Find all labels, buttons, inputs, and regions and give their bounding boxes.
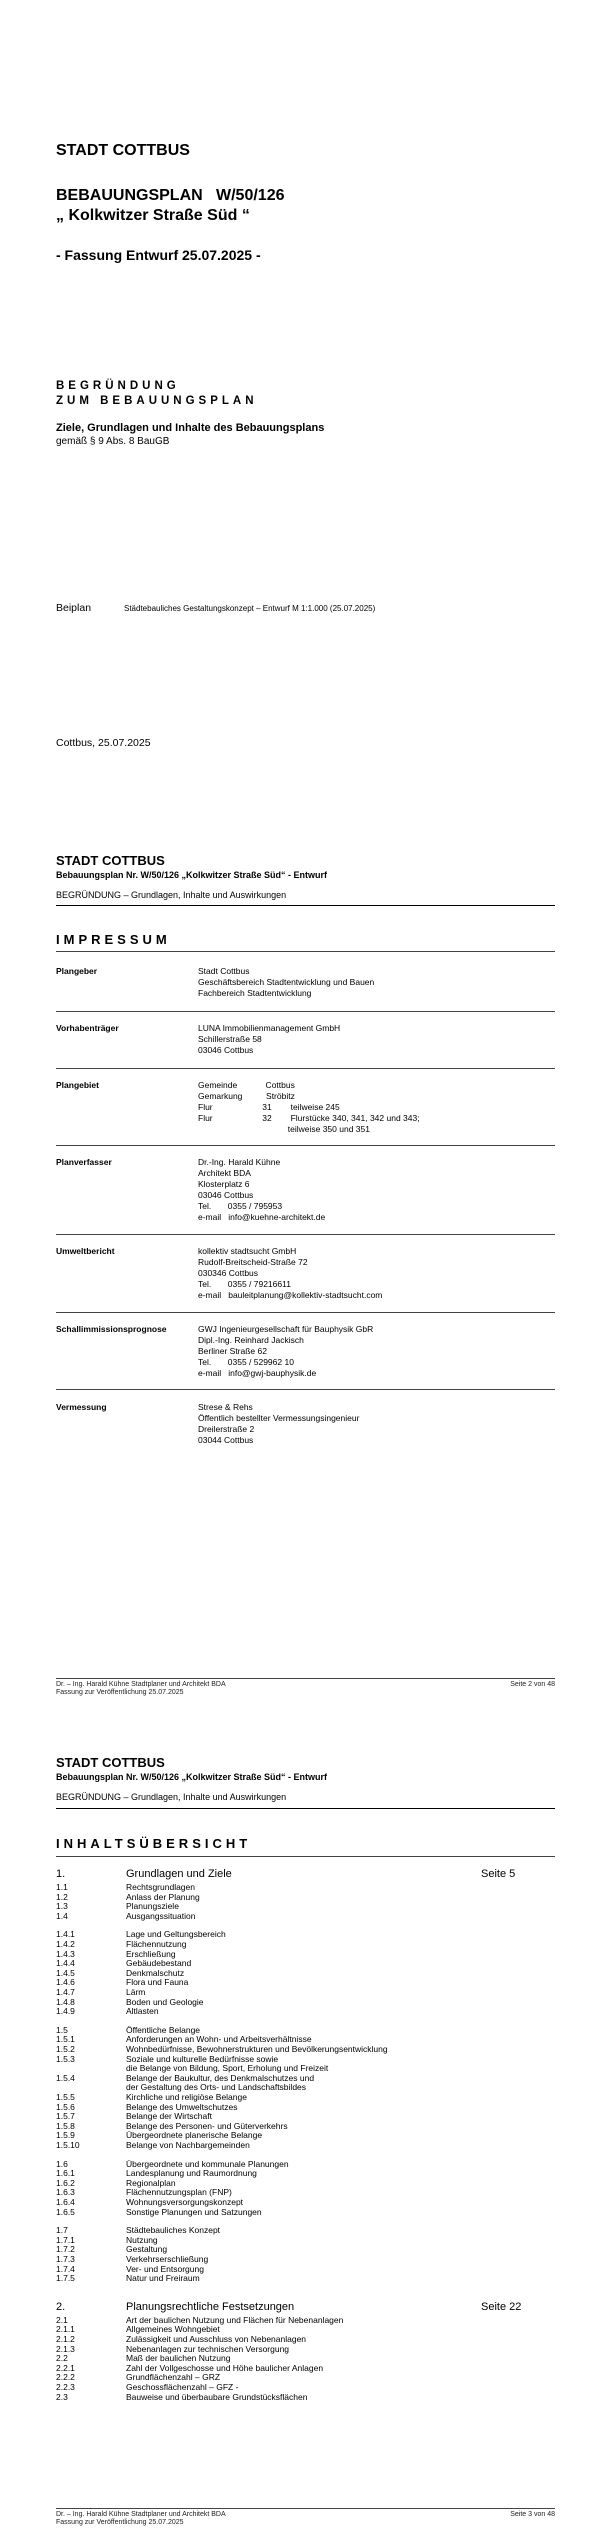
page2-city: STADT COTTBUS bbox=[56, 853, 165, 868]
toc-number: 1.4.1 bbox=[56, 1929, 75, 1940]
impressum-text-schall: GWJ Ingenieurgesellschaft für Bauphysik GbR Dipl.-Ing. Reinhard Jackisch Berliner Straße 62 Tel. 0355 / 529962 10 e-mail info@gwj-bauphysik.de bbox=[198, 1324, 374, 1378]
impressum-label-schall: Schallimmissionsprognose bbox=[56, 1324, 167, 1334]
impressum-text-vermessung: Strese & Rehs Öffentlich bestellter Vermessungsingenieur Dreilerstraße 2 03044 Cottbus bbox=[198, 1402, 360, 1445]
toc-title-text: Art der baulichen Nutzung und Flächen für Nebenanlagen bbox=[126, 2314, 344, 2325]
toc-title-text: der Gestaltung des Orts- und Landschaftsbildes bbox=[126, 2082, 307, 2093]
cover-place-date: Cottbus, 25.07.2025 bbox=[56, 737, 151, 749]
toc-number: 1.5.6 bbox=[56, 2101, 75, 2112]
page2-footer-version: Fassung zur Veröffentlichung 25.07.2025 bbox=[56, 1689, 184, 1696]
toc-number: 2.2.2 bbox=[56, 2372, 75, 2383]
toc-title-text: Planungsziele bbox=[126, 1901, 179, 1912]
toc-entry bbox=[56, 2315, 556, 2325]
impressum-text-plangebiet: Gemeinde Cottbus Gemarkung Ströbitz Flur 31 teilweise 245 Flur 32 Flurstücke 340, 341, 342 und 343; teilweise 350 und 351 bbox=[198, 1080, 420, 1134]
toc-title-text: Öffentliche Belange bbox=[126, 2024, 201, 2035]
page3-footer-version: Fassung zur Veröffentlichung 25.07.2025 bbox=[56, 2519, 184, 2526]
impressum-text-vorhabentraeger: LUNA Immobilienmanagement GmbH Schillerstraße 58 03046 Cottbus bbox=[198, 1023, 341, 1055]
toc-number: 1.1 bbox=[56, 1882, 68, 1892]
toc-entry bbox=[56, 2363, 556, 2373]
cover-subtitle: Ziele, Grundlagen und Inhalte des Bebauungsplans bbox=[56, 422, 325, 434]
toc-title-text: Regionalplan bbox=[126, 2177, 176, 2188]
toc-entry bbox=[56, 2254, 556, 2264]
toc-title-text: Belange der Wirtschaft bbox=[126, 2111, 212, 2122]
toc-number: 1.6.2 bbox=[56, 2177, 75, 2188]
toc-number: 1.4 bbox=[56, 1910, 68, 1921]
toc-entry bbox=[56, 2130, 556, 2140]
impressum-label-planverfasser: Planverfasser bbox=[56, 1157, 112, 1167]
toc-title-text: Übergeordnete planerische Belange bbox=[126, 2130, 263, 2141]
toc-number: 1.4.8 bbox=[56, 1996, 75, 2007]
toc-title-text: Allgemeines Wohngebiet bbox=[126, 2324, 220, 2335]
toc-title-text: Erschließung bbox=[126, 1948, 176, 1959]
toc-number: 1.7 bbox=[56, 2225, 68, 2236]
toc-number: 1.4.2 bbox=[56, 1939, 75, 1949]
toc-entry bbox=[56, 1929, 556, 1939]
toc-title-text: Wohnungsversorgungskonzept bbox=[126, 2197, 244, 2207]
page2-footer-page-number: Seite 2 von 48 bbox=[510, 1681, 555, 1688]
toc-title-text: Übergeordnete und kommunale Planungen bbox=[126, 2158, 289, 2169]
toc-title-text: Belange des Personen- und Güterverkehrs bbox=[126, 2120, 288, 2131]
impressum-label-vorhabentraeger: Vorhabenträger bbox=[56, 1023, 119, 1033]
toc-title-text: Lage und Geltungsbereich bbox=[126, 1929, 226, 1940]
toc-number: 2.2.3 bbox=[56, 2382, 75, 2392]
toc-number: 1.6.3 bbox=[56, 2187, 75, 2198]
page2-doc-subtitle: BEGRÜNDUNG – Grundlagen, Inhalte und Auswirkungen bbox=[56, 890, 287, 900]
toc-title-text: Landesplanung und Raumordnung bbox=[126, 2168, 257, 2179]
toc-title-text: Bauweise und überbaubare Grundstücksflächen bbox=[126, 2391, 308, 2402]
toc-title-text: Belange des Umweltschutzes bbox=[126, 2101, 238, 2112]
toc-title-text: Zahl der Vollgeschosse und Höhe baulicher Anlagen bbox=[126, 2362, 324, 2373]
toc-number: 1.2 bbox=[56, 1891, 68, 1902]
toc-title-text: Altlasten bbox=[126, 2006, 159, 2017]
toc-number: 1.5.4 bbox=[56, 2072, 75, 2083]
toc-number: 1.5.7 bbox=[56, 2111, 75, 2122]
toc-number: 2.1.3 bbox=[56, 2343, 75, 2354]
toc-title-text: Flächennutzungsplan (FNP) bbox=[126, 2187, 232, 2198]
toc-entry bbox=[56, 2054, 556, 2064]
page3-city: STADT COTTBUS bbox=[56, 1755, 165, 1770]
toc-number: 1. bbox=[56, 1868, 66, 1880]
page3-footer-author: Dr. – Ing. Harald Kühne Stadtplaner und Architekt BDA bbox=[56, 2511, 226, 2518]
toc-number: 2.3 bbox=[56, 2391, 68, 2402]
toc-number: 2. bbox=[56, 2300, 66, 2313]
impressum-label-plangeber: Plangeber bbox=[56, 966, 98, 976]
toc-title-text: Maß der baulichen Nutzung bbox=[126, 2353, 231, 2364]
toc-entry bbox=[56, 1882, 556, 1892]
toc-title-text: Nutzung bbox=[126, 2234, 158, 2245]
toc-entry bbox=[56, 1977, 556, 1987]
impressum-divider bbox=[56, 1312, 555, 1313]
toc-entry bbox=[56, 2334, 556, 2344]
toc-entry bbox=[56, 2273, 556, 2283]
toc-number: 1.5.9 bbox=[56, 2130, 75, 2141]
toc-number: 1.4.6 bbox=[56, 1977, 75, 1988]
toc-number: 1.4.9 bbox=[56, 2006, 75, 2017]
cover-heading-1: BEGRÜNDUNG bbox=[56, 380, 180, 392]
toc-title-text: Städtebauliches Konzept bbox=[126, 2225, 221, 2236]
impressum-divider bbox=[56, 1234, 555, 1235]
cover-subtitle-ref: gemäß § 9 Abs. 8 BauGB bbox=[56, 436, 170, 447]
toc-number: 1.5.1 bbox=[56, 2034, 75, 2045]
toc-title-text: Anforderungen an Wohn- und Arbeitsverhältnisse bbox=[126, 2034, 312, 2045]
toc-title-text: Zulässigkeit und Ausschluss von Nebenanlagen bbox=[126, 2334, 307, 2344]
toc-entry bbox=[56, 2187, 556, 2197]
impressum-label-umweltbericht: Umweltbericht bbox=[56, 1246, 115, 1256]
toc-title-text: Verkehrserschließung bbox=[126, 2254, 209, 2264]
toc-entry bbox=[56, 2264, 556, 2274]
toc-title-text: Ausgangssituation bbox=[126, 1910, 196, 1921]
toc-entry bbox=[56, 2207, 556, 2217]
toc-number: 1.3 bbox=[56, 1901, 68, 1912]
toc-number: 1.5.10 bbox=[56, 2140, 80, 2150]
toc-title-text: Ver- und Entsorgung bbox=[126, 2263, 204, 2274]
toc-number: 1.5.3 bbox=[56, 2053, 75, 2064]
page2-doc-title: Bebauungsplan Nr. W/50/126 „Kolkwitzer Straße Süd“ - Entwurf bbox=[56, 870, 328, 880]
page3-doc-title: Bebauungsplan Nr. W/50/126 „Kolkwitzer Straße Süd“ - Entwurf bbox=[56, 1772, 328, 1782]
toc-entry bbox=[56, 1997, 556, 2007]
toc-title-text: Natur und Freiraum bbox=[126, 2273, 200, 2284]
toc-title-text: Grundlagen und Ziele bbox=[126, 1868, 232, 1880]
toc-title: INHALTSÜBERSICHT bbox=[56, 1836, 252, 1851]
toc-entry bbox=[56, 2159, 556, 2169]
toc-title-text: Anlass der Planung bbox=[126, 1891, 200, 1902]
toc-number: 1.6.4 bbox=[56, 2197, 75, 2207]
toc-page: Seite 22 bbox=[481, 2300, 522, 2313]
cover-plan-title: BEBAUUNGSPLAN W/50/126 bbox=[56, 187, 285, 204]
toc-title-rule bbox=[56, 1856, 555, 1857]
toc-entry bbox=[56, 1987, 556, 1997]
toc-chapter bbox=[56, 2301, 556, 2314]
toc-number: 1.4.5 bbox=[56, 1967, 75, 1978]
toc-entry bbox=[56, 2225, 556, 2235]
impressum-text-planverfasser: Dr.-Ing. Harald Kühne Architekt BDA Klosterplatz 6 03046 Cottbus Tel. 0355 / 795953 e-mail info@kuehne-architekt.de bbox=[198, 1157, 326, 1222]
toc-entry bbox=[56, 2382, 556, 2392]
beiplan-label: Beiplan bbox=[56, 602, 92, 614]
impressum-text-plangeber: Stadt Cottbus Geschäftsbereich Stadtentwicklung und Bauen Fachbereich Stadtentwicklung bbox=[198, 966, 375, 998]
impressum-title-rule bbox=[56, 951, 555, 952]
toc-title-text: Rechtsgrundlagen bbox=[126, 1882, 195, 1892]
impressum-title: IMPRESSUM bbox=[56, 932, 171, 947]
page2-header-rule bbox=[56, 905, 555, 906]
toc-entry bbox=[56, 1901, 556, 1911]
toc-entry bbox=[56, 2392, 556, 2402]
toc-entry bbox=[56, 2034, 556, 2044]
impressum-divider bbox=[56, 1068, 555, 1069]
cover-plan-name: „ Kolkwitzer Straße Süd “ bbox=[56, 207, 250, 224]
beiplan-text: Städtebauliches Gestaltungskonzept – Entwurf M 1:1.000 (25.07.2025) bbox=[124, 604, 376, 613]
toc-title-text: die Belange von Bildung, Sport, Erholung und Freizeit bbox=[126, 2063, 329, 2074]
toc-number: 2.1.2 bbox=[56, 2334, 75, 2344]
toc-entry bbox=[56, 2121, 556, 2131]
toc-page: Seite 5 bbox=[481, 1868, 516, 1880]
toc-title-text: Geschossflächenzahl – GFZ - bbox=[126, 2382, 239, 2392]
toc-number: 1.6 bbox=[56, 2158, 68, 2169]
toc-title-text: Belange von Nachbargemeinden bbox=[126, 2140, 250, 2150]
toc-title-text: Boden und Geologie bbox=[126, 1996, 204, 2007]
toc-entry bbox=[56, 2044, 556, 2054]
toc-number: 1.6.1 bbox=[56, 2168, 75, 2179]
toc-entry bbox=[56, 2344, 556, 2354]
toc-entry bbox=[56, 2353, 556, 2363]
toc-number: 1.4.7 bbox=[56, 1987, 75, 1997]
toc-entry bbox=[56, 2178, 556, 2188]
toc-entry bbox=[56, 2197, 556, 2207]
toc-entry bbox=[56, 2111, 556, 2121]
toc-entry bbox=[56, 2025, 556, 2035]
toc-number: 1.6.5 bbox=[56, 2206, 75, 2217]
toc-entry bbox=[56, 1911, 556, 1921]
impressum-label-plangebiet: Plangebiet bbox=[56, 1080, 99, 1090]
toc-entry bbox=[56, 1968, 556, 1978]
page3-header-rule bbox=[56, 1808, 555, 1809]
toc-entry bbox=[56, 2073, 556, 2083]
cover-version: - Fassung Entwurf 25.07.2025 - bbox=[56, 247, 261, 263]
impressum-divider bbox=[56, 1389, 555, 1390]
toc-number: 2.2 bbox=[56, 2353, 68, 2364]
toc-number: 1.7.4 bbox=[56, 2263, 75, 2274]
toc-number: 1.7.2 bbox=[56, 2244, 75, 2255]
toc-entry bbox=[56, 2063, 556, 2073]
toc-number: 2.2.1 bbox=[56, 2362, 75, 2373]
toc-entry bbox=[56, 1958, 556, 1968]
impressum-divider bbox=[56, 1011, 555, 1012]
toc-title-text: Soziale und kulturelle Bedürfnisse sowie bbox=[126, 2053, 279, 2064]
toc-title-text: Flächennutzung bbox=[126, 1939, 187, 1949]
toc-number: 1.4.4 bbox=[56, 1958, 75, 1969]
toc-number: 1.7.3 bbox=[56, 2254, 75, 2264]
toc-entry bbox=[56, 2140, 556, 2150]
cover-heading-2: ZUM BEBAUUNGSPLAN bbox=[56, 395, 258, 407]
toc-entry bbox=[56, 2092, 556, 2102]
toc-entry bbox=[56, 2102, 556, 2112]
toc-title-text: Gestaltung bbox=[126, 2244, 168, 2255]
toc-number: 1.7.1 bbox=[56, 2234, 75, 2245]
toc-entry bbox=[56, 2006, 556, 2016]
toc-entry bbox=[56, 2372, 556, 2382]
toc-number: 2.1.1 bbox=[56, 2324, 75, 2335]
toc-number: 1.4.3 bbox=[56, 1948, 75, 1959]
toc-entry bbox=[56, 2324, 556, 2334]
toc-entry bbox=[56, 1939, 556, 1949]
toc-number: 1.5.8 bbox=[56, 2120, 75, 2131]
toc-entry bbox=[56, 1949, 556, 1959]
toc-number: 1.7.5 bbox=[56, 2273, 75, 2284]
toc-number: 2.1 bbox=[56, 2314, 68, 2325]
toc-title-text: Lärm bbox=[126, 1987, 146, 1997]
toc-title-text: Planungsrechtliche Festsetzungen bbox=[126, 2300, 295, 2313]
toc-title-text: Nebenanlagen zur technischen Versorgung bbox=[126, 2343, 290, 2354]
toc-entry bbox=[56, 1892, 556, 1902]
toc-title-text: Sonstige Planungen und Satzungen bbox=[126, 2206, 262, 2217]
impressum-label-vermessung: Vermessung bbox=[56, 1402, 107, 1412]
toc-number: 1.5.5 bbox=[56, 2092, 75, 2102]
toc-entry bbox=[56, 2168, 556, 2178]
page2-footer-rule bbox=[56, 1678, 555, 1679]
toc-title-text: Kirchliche und religiöse Belange bbox=[126, 2092, 247, 2102]
page3-footer-rule bbox=[56, 2508, 555, 2509]
toc-title-text: Wohnbedürfnisse, Bewohnerstrukturen und Bevölkerungsentwicklung bbox=[126, 2044, 388, 2054]
toc-entry bbox=[56, 2235, 556, 2245]
toc-entry bbox=[56, 2244, 556, 2254]
toc-number: 1.5.2 bbox=[56, 2044, 75, 2054]
toc-title-text: Grundflächenzahl – GRZ bbox=[126, 2372, 221, 2383]
page3-footer-page-number: Seite 3 von 48 bbox=[510, 2511, 555, 2518]
cover-city: STADT COTTBUS bbox=[56, 142, 190, 159]
toc-title-text: Denkmalschutz bbox=[126, 1967, 185, 1978]
toc-entry bbox=[56, 2082, 556, 2092]
toc-chapter bbox=[56, 1868, 556, 1881]
page3-doc-subtitle: BEGRÜNDUNG – Grundlagen, Inhalte und Auswirkungen bbox=[56, 1792, 287, 1802]
impressum-text-umweltbericht: kollektiv stadtsucht GmbH Rudolf-Breitscheid-Straße 72 030346 Cottbus Tel. 0355 / 79216611 e-mail bauleitplanung@kollektiv-stadtsucht.com bbox=[198, 1246, 383, 1300]
impressum-divider bbox=[56, 1145, 555, 1146]
toc-title-text: Flora und Fauna bbox=[126, 1977, 189, 1988]
toc-title-text: Belange der Baukultur, des Denkmalschutzes und bbox=[126, 2072, 315, 2083]
toc-number: 1.5 bbox=[56, 2024, 68, 2035]
toc-title-text: Gebäudebestand bbox=[126, 1958, 192, 1969]
page2-footer-author: Dr. – Ing. Harald Kühne Stadtplaner und Architekt BDA bbox=[56, 1681, 226, 1688]
